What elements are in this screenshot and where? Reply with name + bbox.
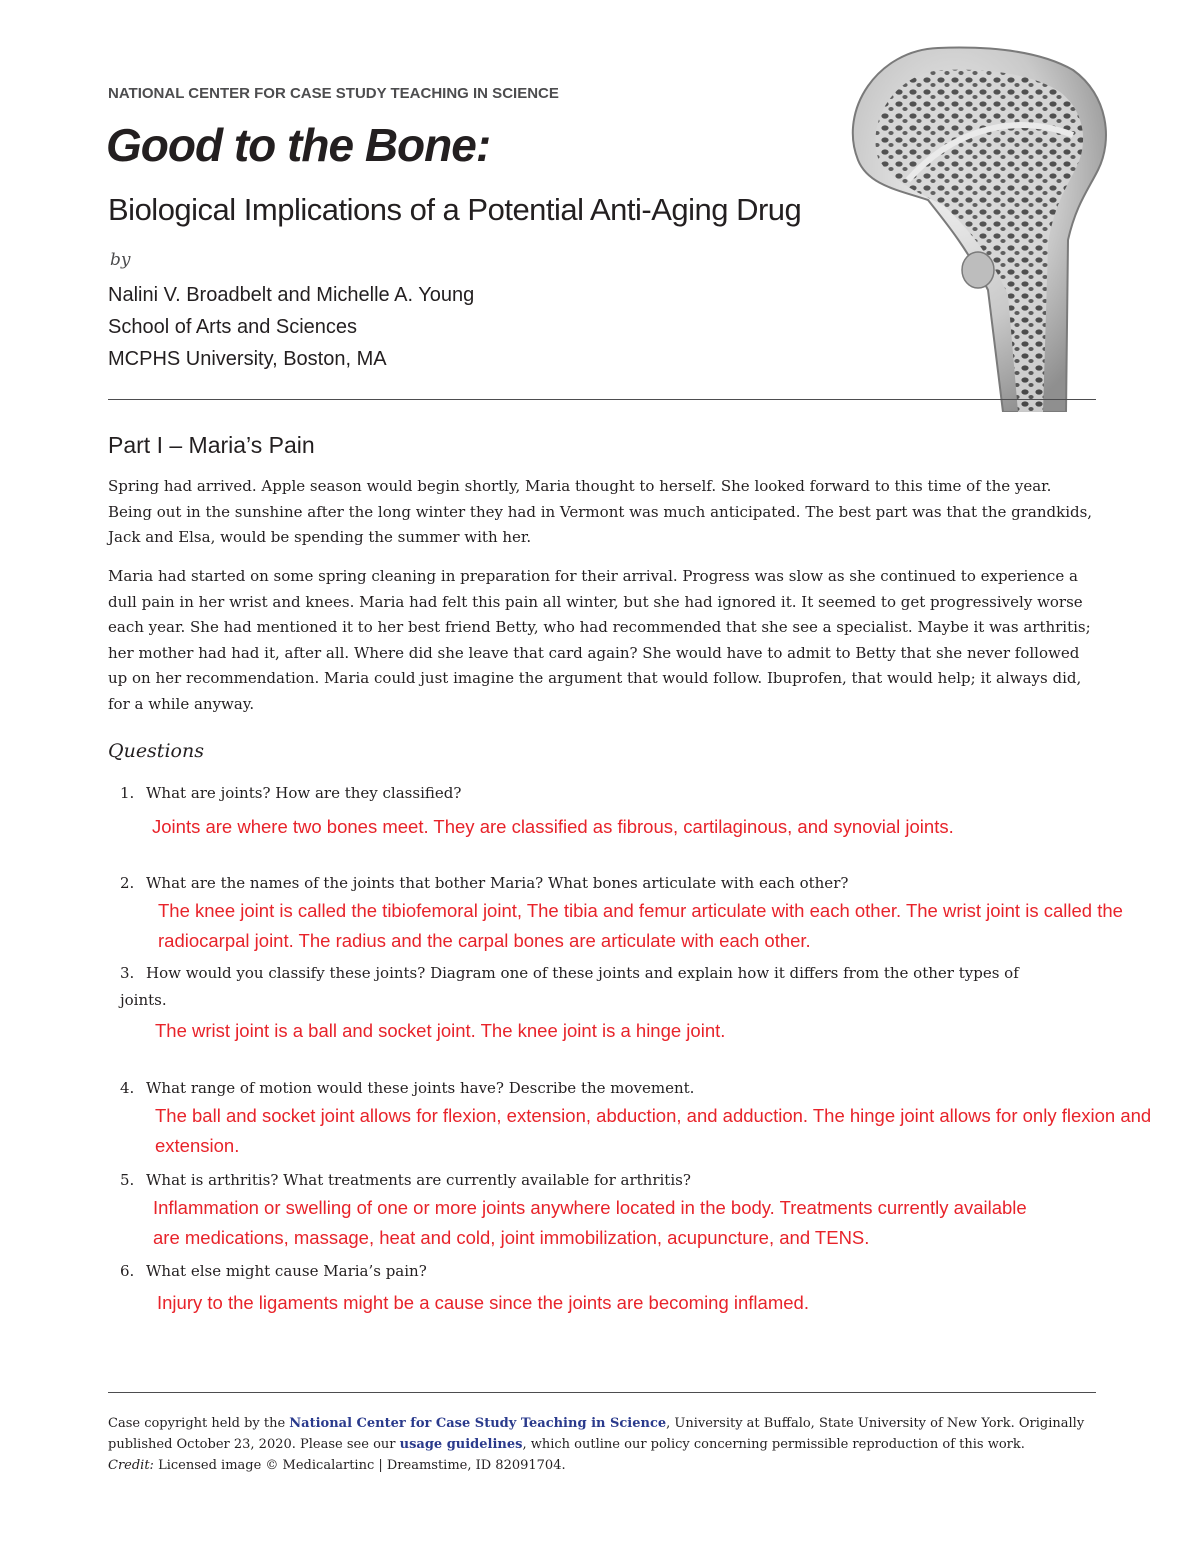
answer-4: The ball and socket joint allows for flexion, extension, abduction, and adduction. The hinge joint allows for only flexion and extension.	[155, 1105, 1152, 1156]
case-title: Good to the Bone:	[106, 119, 491, 171]
question-text: What are joints? How are they classified?	[146, 784, 462, 802]
question-4	[120, 1075, 1080, 1102]
question-text: What are the names of the joints that bother Maria? What bones articulate with each other?	[146, 874, 849, 892]
credit-text: Licensed image © Medicalartinc | Dreamstime, ID 82091704.	[153, 1458, 566, 1473]
question-number: 1.	[120, 784, 135, 802]
question-6	[120, 1258, 1080, 1285]
part-heading: Part I – Maria’s Pain	[108, 432, 315, 458]
story-paragraph-1: Spring had arrived. Apple season would begin shortly, Maria thought to herself. She looked forward to this time of the year. Being out in the sunshine after the long winter they had in Vermont was much anticipated. The best part was that the grandkids, Jack and Elsa, would be spending the summer with her.	[108, 477, 1093, 546]
answer-5: Inflammation or swelling of one or more joints anywhere located in the body. Treatments currently available are medications, massage, heat and cold, joint immobilization, acupuncture, and TENS.	[153, 1197, 1027, 1248]
case-subtitle: Biological Implications of a Potential Anti-Aging Drug	[108, 192, 802, 227]
ncc-link[interactable]: National Center for Case Study Teaching in Science	[289, 1416, 667, 1431]
question-text: What is arthritis? What treatments are currently available for arthritis?	[146, 1171, 691, 1189]
school-name: School of Arts and Sciences	[108, 316, 358, 338]
footer-text: Case copyright held by the	[108, 1416, 290, 1431]
footer-text: , which outline our policy concerning permissible reproduction of this work.	[522, 1437, 1025, 1452]
university-name: MCPHS University, Boston, MA	[108, 348, 387, 370]
question-number: 6.	[120, 1262, 135, 1280]
question-text: What range of motion would these joints have? Describe the movement.	[146, 1079, 695, 1097]
answer-3: The wrist joint is a ball and socket joint. The knee joint is a hinge joint.	[155, 1020, 726, 1041]
footer-text: , University at Buffalo, State University of New York. Originally published October 23, 2020. Please see our	[108, 1416, 1085, 1452]
credit-label: Credit:	[108, 1458, 154, 1473]
question-1	[120, 780, 1080, 807]
answer-6: Injury to the ligaments might be a cause since the joints are becoming inflamed.	[157, 1292, 809, 1313]
organization-name: NATIONAL CENTER FOR CASE STUDY TEACHING IN SCIENCE	[108, 85, 559, 102]
by-label: by	[110, 250, 131, 270]
question-number: 3.	[120, 964, 135, 982]
question-text: How would you classify these joints? Diagram one of these joints and explain how it differs from the other types of joints.	[120, 964, 1019, 1009]
footer-divider	[108, 1392, 1096, 1393]
answer-2: The knee joint is called the tibiofemoral joint, The tibia and femur articulate with each other. The wrist joint is called the radiocarpal joint. The radius and the carpal bones are articulate with each other.	[158, 900, 1123, 951]
authors: Nalini V. Broadbelt and Michelle A. Young	[108, 284, 475, 306]
header-divider	[108, 399, 1096, 400]
question-3	[120, 960, 1055, 1014]
usage-guidelines-link[interactable]: usage guidelines	[399, 1437, 523, 1452]
question-text: What else might cause Maria’s pain?	[146, 1262, 427, 1280]
question-number: 2.	[120, 874, 135, 892]
femur-bone-illustration	[838, 40, 1128, 412]
questions-heading: Questions	[108, 740, 204, 762]
answer-1: Joints are where two bones meet. They are classified as fibrous, cartilaginous, and synovial joints.	[152, 816, 954, 837]
story-paragraph-2: Maria had started on some spring cleaning in preparation for their arrival. Progress was slow as she continued to experience a dull pain in her wrist and knees. Maria had felt this pain all winter, but she had ignored it. It seemed to get progressively worse each year. She had mentioned it to her best friend Betty, who had recommended that she see a specialist. Maybe it was arthritis; her mother had had it, after all. Where did she leave that card again? She would have to admit to Betty that she never followed up on her recommendation. Maria could just imagine the argument that would follow. Ibuprofen, that would help; it always did, for a while anyway.	[108, 567, 1091, 713]
footer-copyright	[108, 1413, 1098, 1476]
question-number: 5.	[120, 1171, 135, 1189]
question-5	[120, 1167, 1080, 1194]
question-2	[120, 870, 1080, 897]
question-number: 4.	[120, 1079, 135, 1097]
